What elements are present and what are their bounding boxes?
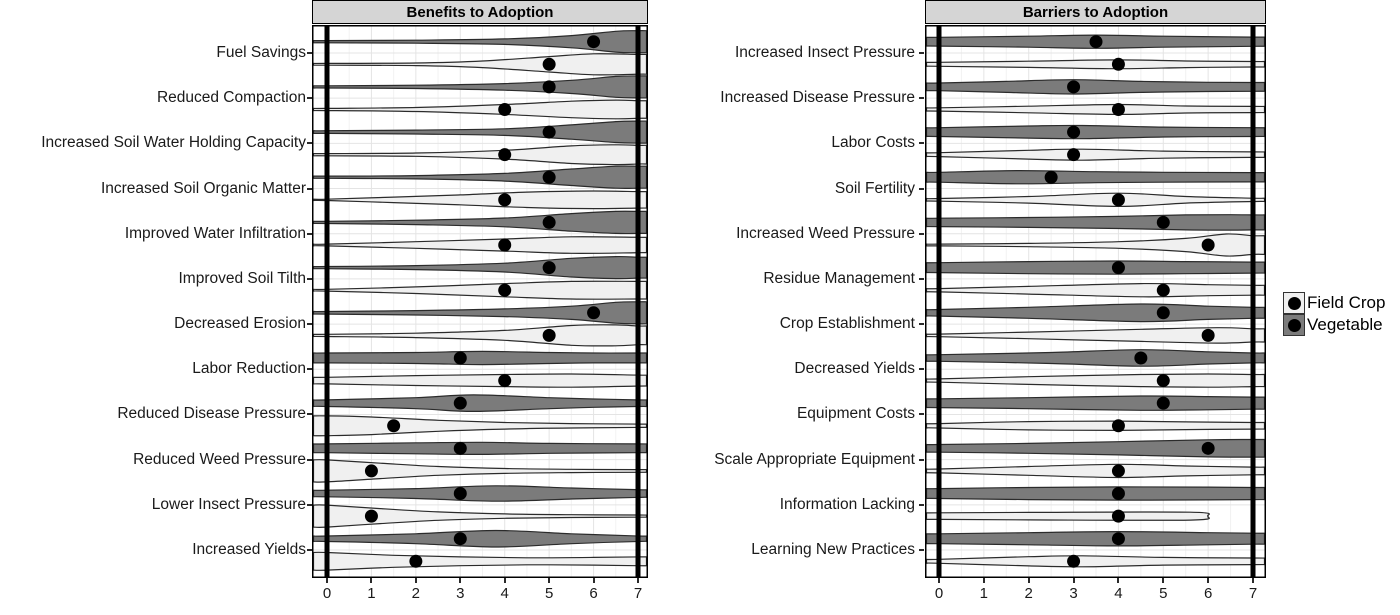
legend-key-field-crop-icon [1283,292,1305,314]
mean-dot [1090,35,1103,48]
category-label: Increased Yields [192,541,306,558]
mean-dot [1112,58,1125,71]
category-label: Decreased Yields [794,360,915,378]
y-tick-mark [307,278,312,280]
violin-field-crop [314,145,647,165]
legend-dot-icon [1288,297,1301,310]
x-tick-label: 1 [367,585,376,602]
axis-limit-line [636,27,641,577]
axis-limit-line [325,27,330,577]
violin-vegetable [314,351,647,364]
x-tick-label: 7 [633,585,643,602]
mean-dot [1112,464,1125,477]
x-tick-mark [637,578,639,583]
category-label: Equipment Costs [796,405,915,423]
legend-label-field-crop: Field Crop [1307,293,1386,312]
mean-dot [1067,555,1080,568]
category-label: Decreased Erosion [174,315,306,333]
mean-dot [1112,103,1125,116]
mean-dot [1112,193,1125,206]
category-label: Residue Management [763,269,915,287]
y-tick-mark [307,459,312,461]
x-tick-mark [1028,578,1030,583]
y-tick-mark [919,368,924,370]
x-tick-mark [1207,578,1209,583]
violin-field-crop [927,105,1265,115]
mean-dot [454,442,467,455]
violin-vegetable [314,531,647,548]
category-label: Increased Soil Water Holding Capacity [41,134,306,152]
violin-vegetable [927,171,1265,184]
y-tick-mark [919,233,924,235]
y-tick-mark [919,504,924,506]
x-tick-mark [938,578,940,583]
category-label: Labor Costs [831,134,915,152]
x-tick-label: 3 [1069,585,1078,602]
mean-dot [543,261,556,274]
x-tick-mark [370,578,372,583]
violin-vegetable [314,121,647,143]
mean-dot [1202,239,1215,252]
mean-dot [454,487,467,500]
legend-entry-vegetable [1283,314,1385,336]
mean-dot [1157,397,1170,410]
violin-vegetable [927,532,1265,546]
x-tick-label: 6 [1203,585,1213,602]
mean-dot [543,216,556,229]
mean-dot [1157,216,1170,229]
legend-label-vegetable: Vegetable [1307,315,1383,334]
category-label: Increased Disease Pressure [720,89,915,107]
mean-dot [454,351,467,364]
violin-field-crop [927,421,1265,430]
mean-dot [1045,171,1058,184]
x-tick-label: 4 [500,585,509,602]
category-label: Labor Reduction [192,360,306,378]
x-tick-label: 6 [589,585,598,602]
y-tick-mark [919,549,924,551]
violin-field-crop [927,60,1265,69]
legend-key-vegetable-icon [1283,314,1305,336]
x-tick-label: 2 [1024,585,1033,602]
violin-vegetable [314,442,648,454]
violin-vegetable [927,396,1265,410]
x-tick-label: 3 [456,585,465,602]
panel-title-barriers: Barriers to Adoption [925,0,1266,24]
mean-dot [1134,351,1147,364]
violin-vegetable [927,125,1265,138]
mean-dot [543,126,556,139]
x-tick-label: 2 [411,585,421,602]
violin-vegetable [927,215,1265,230]
legend [1283,292,1385,336]
violin-vegetable [927,487,1265,500]
mean-dot [498,148,511,161]
x-tick-label: 5 [544,585,554,602]
category-label: Fuel Savings [216,44,306,61]
x-tick-mark [593,578,595,583]
x-tick-mark [1252,578,1254,583]
category-label: Scale Appropriate Equipment [714,450,915,468]
violin-vegetable [314,76,647,98]
violin-field-crop [314,552,647,570]
violin-field-crop [314,505,647,528]
x-tick-label: 5 [1159,585,1168,602]
mean-dot [1112,532,1125,545]
y-tick-mark [919,97,924,99]
category-label: Reduced Weed Pressure [133,450,306,468]
category-label: Increased Soil Organic Matter [100,179,306,197]
category-label: Increased Weed Pressure [736,224,915,242]
category-label: Reduced Disease Pressure [117,405,306,423]
x-tick-mark [326,578,328,583]
mean-dot [498,103,511,116]
y-tick-mark [307,52,312,54]
panel-title-benefits: Benefits to Adoption [312,0,648,24]
y-tick-mark [307,233,312,235]
violin-vegetable [927,304,1265,322]
mean-dot [1067,148,1080,161]
mean-dot [1202,442,1215,455]
y-tick-mark [307,549,312,551]
x-tick-mark [415,578,417,583]
mean-dot [365,510,378,523]
category-label: Improved Soil Tilth [178,269,306,287]
x-tick-label: 0 [934,585,944,602]
category-label: Improved Water Infiltration [124,224,306,242]
mean-dot [1157,374,1170,387]
mean-dot [1067,126,1080,139]
y-tick-mark [919,52,924,54]
violin-vegetable [314,166,647,188]
mean-dot [587,306,600,319]
mean-dot [498,239,511,252]
x-tick-label: 0 [322,585,332,602]
x-tick-label: 4 [1114,585,1123,602]
violin-vegetable [314,211,647,233]
mean-dot [1157,284,1170,297]
axis-limit-line [937,27,942,577]
violin-field-crop [314,54,647,75]
mean-dot [1202,329,1215,342]
mean-dot [1157,306,1170,319]
mean-dot [1112,510,1125,523]
mean-dot [543,171,556,184]
category-label: Information Lacking [779,495,915,513]
y-tick-mark [919,278,924,280]
y-tick-mark [307,413,312,415]
mean-dot [387,419,400,432]
mean-dot [365,464,378,477]
mean-dot [1067,80,1080,93]
category-label: Soil Fertility [834,179,915,197]
mean-dot [543,80,556,93]
violin-field-crop [314,100,647,119]
y-tick-mark [919,188,924,190]
violin-vegetable [314,395,647,412]
y-tick-mark [919,459,924,461]
mean-dot [543,58,556,71]
violin-vegetable [927,261,1265,274]
axis-limit-line [1251,27,1256,577]
mean-dot [1112,261,1125,274]
mean-dot [454,397,467,410]
violin-field-crop [927,284,1265,297]
violin-vegetable [926,350,1265,367]
category-label: Increased Insect Pressure [734,44,915,61]
violin-field-crop [314,191,647,209]
x-tick-mark [548,578,550,583]
legend-dot-icon [1288,319,1301,332]
y-tick-mark [307,142,312,144]
y-tick-mark [919,142,924,144]
mean-dot [498,193,511,206]
y-tick-mark [307,323,312,325]
y-tick-mark [919,323,924,325]
violin-vegetable [314,257,647,279]
x-tick-mark [1117,578,1119,583]
violin-field-crop [927,556,1265,567]
violin-vegetable [927,80,1265,94]
category-label: Crop Establishment [779,315,915,333]
mean-dot [409,555,422,568]
violin-field-crop [314,374,647,387]
category-label: Lower Insect Pressure [151,495,306,513]
mean-dot [587,35,600,48]
category-label: Reduced Compaction [156,89,306,107]
violin-field-crop [314,281,647,299]
legend-entry-field-crop [1283,292,1385,314]
mean-dot [1112,487,1125,500]
y-tick-mark [307,97,312,99]
y-tick-mark [919,413,924,415]
x-tick-label: 7 [1248,585,1258,602]
violin-field-crop [314,460,647,482]
category-label: Learning New Practices [751,541,915,558]
x-tick-mark [459,578,461,583]
violin-field-crop [314,237,647,254]
violin-field-crop [927,512,1210,520]
x-tick-mark [1162,578,1164,583]
mean-dot [543,329,556,342]
violin-field-crop [314,325,647,346]
x-tick-mark [983,578,985,583]
x-tick-label: 1 [979,585,989,602]
mean-dot [498,374,511,387]
y-tick-mark [307,504,312,506]
barriers-plot-panel [925,25,1266,578]
violin-field-crop [927,464,1265,477]
benefits-plot-panel [312,25,648,578]
violin-field-crop [927,374,1265,387]
x-tick-mark [504,578,506,583]
violin-vegetable [314,486,647,501]
violin-field-crop [314,416,647,436]
mean-dot [498,284,511,297]
y-tick-mark [307,188,312,190]
y-tick-mark [307,368,312,370]
violin-field-crop [927,193,1265,206]
x-tick-mark [1073,578,1075,583]
violin-field-crop [927,149,1265,160]
mean-dot [1112,419,1125,432]
mean-dot [454,532,467,545]
